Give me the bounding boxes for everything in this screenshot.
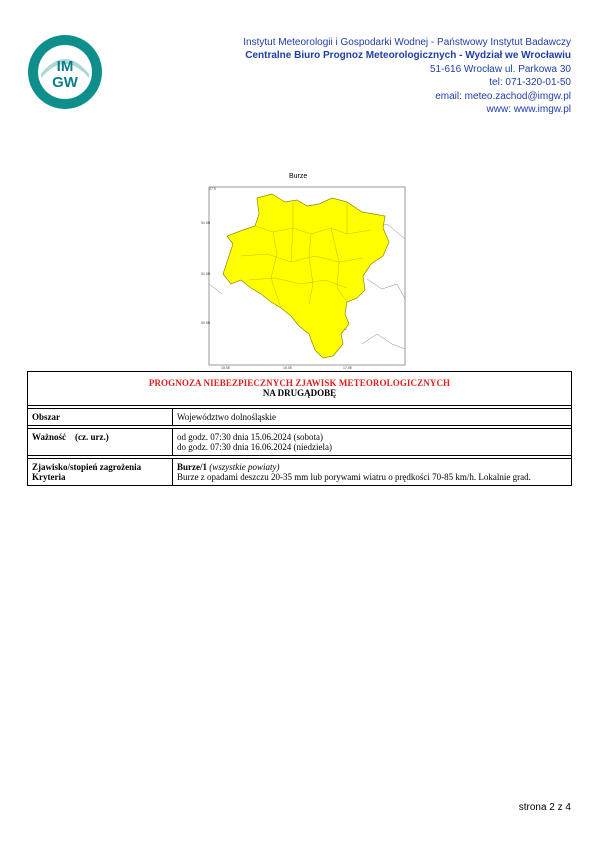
svg-text:15.0E: 15.0E <box>221 366 231 370</box>
area-value: Województwo dolnośląskie <box>173 409 572 426</box>
svg-text:51.5N: 51.5N <box>201 221 211 225</box>
website[interactable]: www: www.imgw.pl <box>486 104 571 116</box>
phenomenon-scope: (wszystkie powiaty) <box>209 462 280 472</box>
email[interactable]: email: meteo.zachod@imgw.pl <box>435 90 571 102</box>
imgw-logo <box>27 34 103 110</box>
svg-text:51.0N: 51.0N <box>201 272 211 276</box>
phone: tel: 071-320-01-50 <box>489 77 571 89</box>
forecast-title-line1: PROGNOZA NIEBEZPIECZNYCH ZJAWISK METEOROLOGICZNYCH <box>148 378 451 388</box>
phenomenon-label: Zjawisko/stopień zagrożenia <box>32 462 142 472</box>
logo-text: IM <box>56 58 74 75</box>
validity-label: Ważność (cz. urz.) <box>28 429 173 456</box>
criteria-text: Burze z opadami deszczu 20-35 mm lub porywami wiatru o prędkości 70-85 km/h. Lokalnie grad. <box>177 472 531 482</box>
forecast-table <box>27 371 572 486</box>
criteria-label: Kryteria <box>32 472 66 482</box>
validity-to: do godz. 07:30 dnia 16.06.2024 (niedziela) <box>177 442 332 452</box>
bureau-name: Centralne Biuro Prognoz Meteorologicznych - Wydział we Wrocławiu <box>245 50 571 62</box>
warning-map <box>197 184 407 370</box>
validity-row <box>28 429 572 456</box>
forecast-title-line2: NA DRUGĄDOBĘ <box>262 388 337 398</box>
svg-text:17.0E: 17.0E <box>343 366 353 370</box>
validity-from: od godz. 07:30 dnia 15.06.2024 (sobota) <box>177 432 323 442</box>
phenomenon-row <box>28 459 572 486</box>
svg-text:50.5N: 50.5N <box>201 321 211 325</box>
area-row <box>28 409 572 426</box>
svg-text:16.0E: 16.0E <box>283 366 293 370</box>
org-name: Instytut Meteorologii i Gospodarki Wodnej - Państwowy Instytut Badawczy <box>243 37 571 48</box>
address: 51-616 Wrocław ul. Parkowa 30 <box>430 63 571 75</box>
map-title: Burze <box>289 173 308 180</box>
svg-text:17.5: 17.5 <box>209 187 216 191</box>
institute-header <box>243 36 571 116</box>
page-number: strona 2 z 4 <box>518 802 571 813</box>
phenomenon-value: Burze/1 <box>177 462 207 472</box>
area-label: Obszar <box>28 409 173 426</box>
forecast-title <box>28 372 572 406</box>
svg-text:GW: GW <box>52 74 78 91</box>
